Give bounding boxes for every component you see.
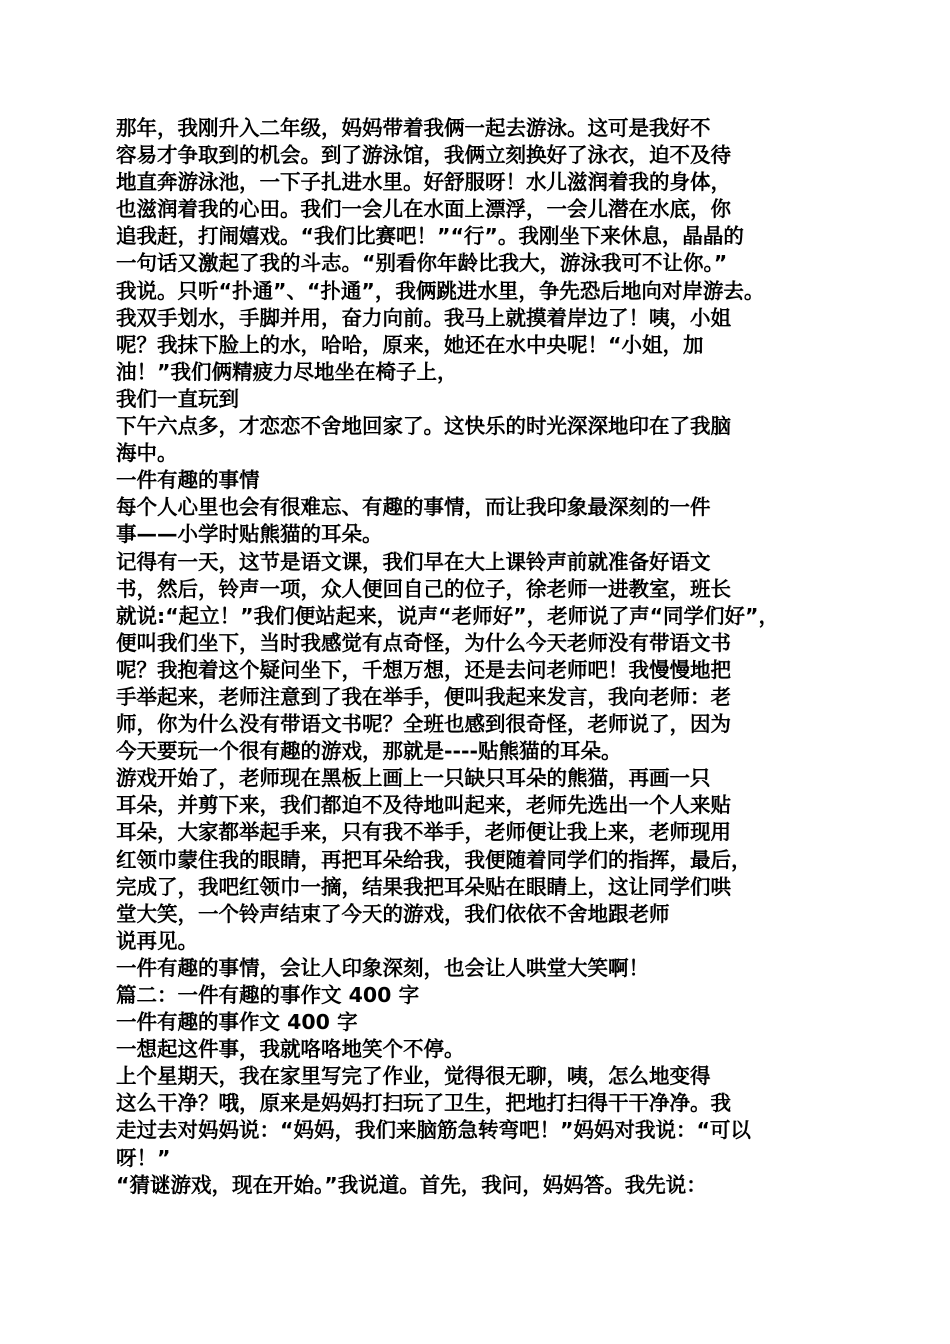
text-line: 师，你为什么没有带语文书呢？全班也感到很奇怪，老师说了，因为 <box>116 712 731 737</box>
text-line: 事——小学时贴熊猫的耳朵。 <box>116 522 383 547</box>
text-line: 我们一直玩到 <box>116 386 239 411</box>
text-line: 说再见。 <box>116 928 198 953</box>
text-line: 便叫我们坐下，当时我感觉有点奇怪，为什么今天老师没有带语文书 <box>116 630 731 655</box>
text-line: 海中。 <box>116 441 178 466</box>
text-line: 每个人心里也会有很难忘、有趣的事情，而让我印象最深刻的一件 <box>116 495 711 520</box>
text-line: 记得有一天，这节是语文课，我们早在大上课铃声前就准备好语文 <box>116 549 711 574</box>
essay-title: 一件有趣的事作文 400 字 <box>116 1010 358 1035</box>
text-line: 就说:“起立！”我们便站起来，说声“老师好”，老师说了声“同学们好”， <box>116 603 780 628</box>
text-line: 手举起来，老师注意到了我在举手，便叫我起来发言，我向老师：老 <box>116 684 731 709</box>
text-line: 我说。只听“扑通”、“扑通”，我俩跳进水里，争先恐后地向对岸游去。 <box>116 278 765 303</box>
text-line: 呢？我抹下脸上的水，哈哈，原来，她还在水中央呢！“小姐，加 <box>116 332 704 357</box>
text-line: 堂大笑，一个铃声结束了今天的游戏，我们依依不舍地跟老师 <box>116 901 670 926</box>
text-line: 追我赶，打闹嬉戏。“我们比赛吧！”“行”。我刚坐下来休息，晶晶的 <box>116 224 744 249</box>
text-line: 红领巾蒙住我的眼睛，再把耳朵给我，我便随着同学们的指挥，最后， <box>116 847 752 872</box>
text-line: 一想起这件事，我就咯咯地笑个不停。 <box>116 1037 465 1062</box>
text-line: 游戏开始了，老师现在黑板上画上一只缺只耳朵的熊猫，再画一只 <box>116 766 711 791</box>
text-line: 我双手划水，手脚并用，奋力向前。我马上就摸着岸边了！咦，小姐 <box>116 305 731 330</box>
text-line: 油！”我们俩精疲力尽地坐在椅子上， <box>116 359 458 384</box>
text-line: 也滋润着我的心田。我们一会儿在水面上漂浮，一会儿潜在水底，你 <box>116 197 731 222</box>
essay-text-body <box>116 115 851 1199</box>
text-line: 那年，我刚升入二年级，妈妈带着我俩一起去游泳。这可是我好不 <box>116 116 711 140</box>
text-line: 容易才争取到的机会。到了游泳馆，我俩立刻换好了泳衣，迫不及待 <box>116 143 731 168</box>
section-heading: 篇二：一件有趣的事作文 400 字 <box>116 983 420 1007</box>
text-line: 书，然后，铃声一项，众人便回自己的位子，徐老师一进教室，班长 <box>116 576 731 601</box>
text-line: 今天要玩一个很有趣的游戏，那就是----贴熊猫的耳朵。 <box>116 739 622 764</box>
text-line: 耳朵，大家都举起手来，只有我不举手，老师便让我上来，老师现用 <box>116 820 731 845</box>
text-line: 下午六点多，才恋恋不舍地回家了。这快乐的时光深深地印在了我脑 <box>116 414 731 439</box>
text-line: 一件有趣的事情，会让人印象深刻，也会让人哄堂大笑啊！ <box>116 955 649 980</box>
section-heading: 一件有趣的事情 <box>116 468 260 493</box>
text-line: 这么干净？哦，原来是妈妈打扫玩了卫生，把地打扫得干干净净。我 <box>116 1091 731 1116</box>
text-line: 呢？我抱着这个疑问坐下，千想万想，还是去问老师吧！我慢慢地把 <box>116 657 731 682</box>
text-line: 完成了，我吧红领巾一摘，结果我把耳朵贴在眼睛上，这让同学们哄 <box>116 874 731 899</box>
text-line: 上个星期天，我在家里写完了作业，觉得很无聊，咦，怎么地变得 <box>116 1064 711 1089</box>
text-line: “猜谜游戏，现在开始。”我说道。首先，我问，妈妈答。我先说： <box>116 1172 707 1197</box>
text-line: 一句话又激起了我的斗志。“别看你年龄比我大，游泳我可不让你。” <box>116 251 728 276</box>
text-line: 呀！” <box>116 1145 171 1170</box>
text-line: 地直奔游泳池，一下子扎进水里。好舒服呀！水儿滋润着我的身体， <box>116 170 731 195</box>
text-line: 走过去对妈妈说：“妈妈，我们来脑筋急转弯吧！”妈妈对我说：“可以 <box>116 1118 751 1143</box>
text-line: 耳朵，并剪下来，我们都迫不及待地叫起来，老师先选出一个人来贴 <box>116 793 731 818</box>
